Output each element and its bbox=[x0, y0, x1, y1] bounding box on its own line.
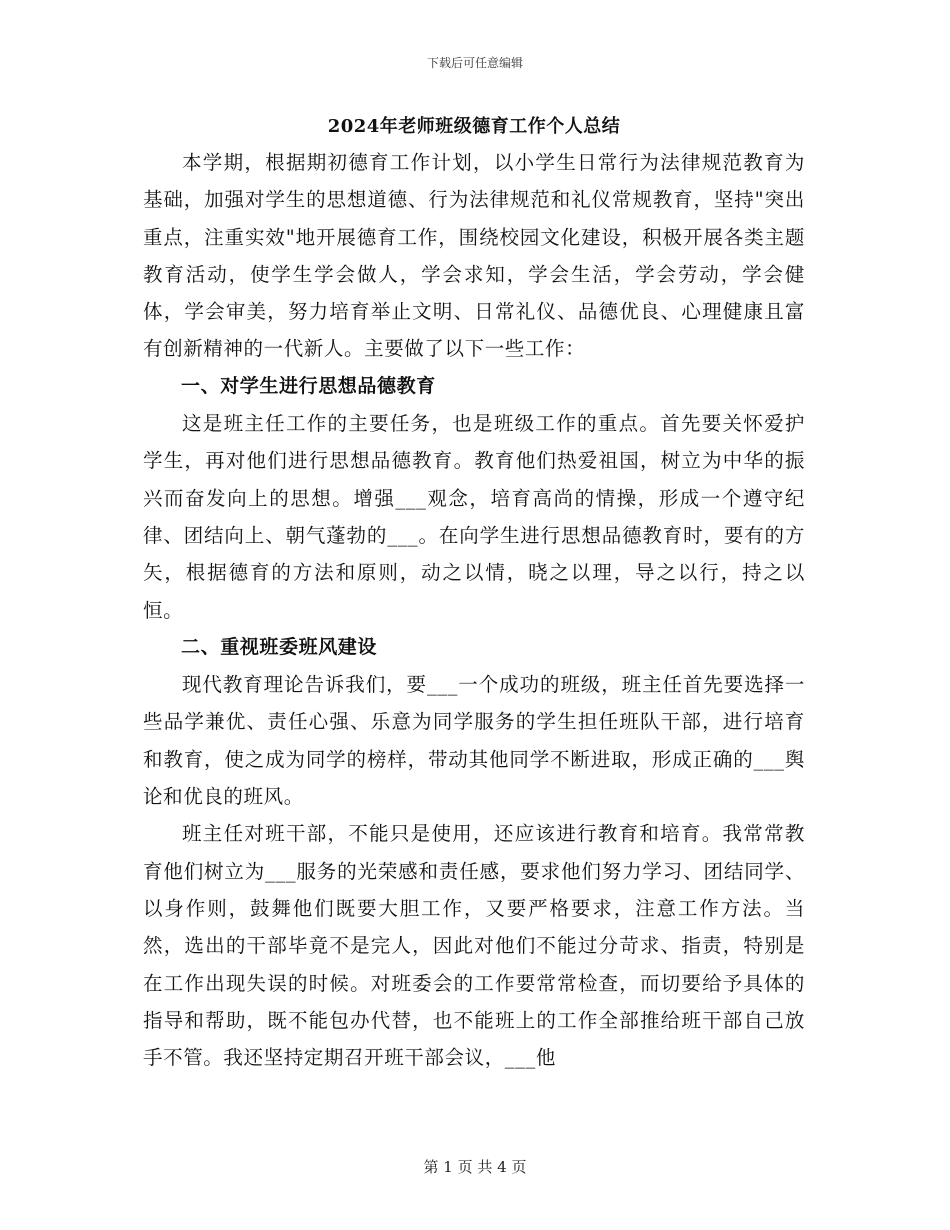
section-1-heading: 一、对学生进行思想品德教育 bbox=[181, 374, 436, 397]
document-title: 2024年老师班级德育工作个人总结 bbox=[327, 116, 621, 137]
header-note: 下载后可任意编辑 bbox=[426, 56, 523, 70]
section-2-heading: 二、重视班委班风建设 bbox=[181, 635, 378, 658]
intro-paragraph: 本学期，根据期初德育工作计划，以小学生日常行为法律规范教育为基础，加强对学生的思想道德、行为法律规范和礼仪常规教育，坚持"突出重点，注重实效"地开展德育工作，围绕校园文化建设，积极开展各类主题教育活动，使学生学会做人，学会求知，学会生活，学会劳动，学会健体，学会审美，努力培育举止文明、日常礼仪、品德优良、心理健康且富有创新精神的一代新人。主要做了以下一些工作： bbox=[143, 151, 805, 361]
section-2-paragraph: 现代教育理论告诉我们，要___一个成功的班级，班主任首先要选择一些品学兼优、责任心强、乐意为同学服务的学生担任班队干部，进行培育和教育，使之成为同学的榜样，带动其他同学不断进取，形成正确的___舆论和优良的班风。 bbox=[143, 673, 805, 809]
page-number-footer: 第 1 页 共 4 页 bbox=[423, 1158, 527, 1176]
document-body bbox=[143, 112, 805, 1076]
section-2-paragraph: 班主任对班干部，不能只是使用，还应该进行教育和培育。我常常教育他们树立为___服务的光荣感和责任感，要求他们努力学习、团结同学、以身作则，鼓舞他们既要大胆工作，又要严格要求，注意工作方法。当然，选出的干部毕竟不是完人，因此对他们不能过分苛求、指责，特别是在工作出现失误的时候。对班委会的工作要常常检查，而切要给予具体的指导和帮助，既不能包办代替，也不能班上的工作全部推给班干部自己放手不管。我还坚持定期召开班干部会议，___他 bbox=[143, 822, 805, 1070]
section-1-paragraph: 这是班主任工作的主要任务，也是班级工作的重点。首先要关怀爱护学生，再对他们进行思想品德教育。教育他们热爱祖国，树立为中华的振兴而奋发向上的思想。增强___观念，培育高尚的情操，形成一个遵守纪律、团结向上、朝气蓬勃的___。在向学生进行思想品德教育时，要有的方矢，根据德育的方法和原则，动之以情，晓之以理，导之以行，持之以恒。 bbox=[143, 412, 805, 622]
